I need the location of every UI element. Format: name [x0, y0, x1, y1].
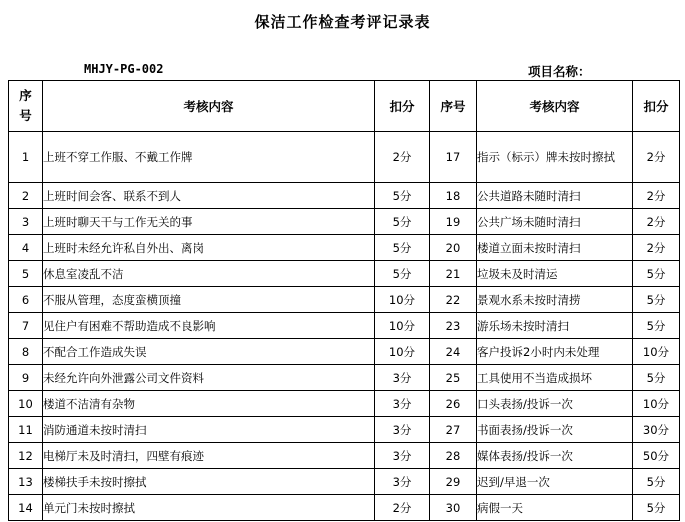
row-deduct: 2分: [375, 132, 430, 183]
row-deduct: 5分: [375, 183, 430, 209]
row-content: 不服从管理，态度蛮横顶撞: [43, 287, 375, 313]
row-seq-2: 27: [430, 417, 477, 443]
table-header-row: [9, 81, 680, 132]
row-content-2: 工具使用不当造成损坏: [477, 365, 633, 391]
row-content: 不配合工作造成失误: [43, 339, 375, 365]
row-deduct-2: 5分: [633, 469, 680, 495]
table-row: [9, 132, 680, 183]
row-seq-2: 21: [430, 261, 477, 287]
row-seq: 3: [9, 209, 43, 235]
row-content: 单元门未按时擦拭: [43, 495, 375, 521]
table-row: [9, 417, 680, 443]
row-deduct-2: 5分: [633, 261, 680, 287]
header-deduct-2: 扣分: [633, 81, 680, 132]
row-deduct: 2分: [375, 495, 430, 521]
row-content-2: 指示（标示）牌未按时擦拭: [477, 132, 633, 183]
row-seq: 2: [9, 183, 43, 209]
row-content: 上班时聊天干与工作无关的事: [43, 209, 375, 235]
row-seq: 9: [9, 365, 43, 391]
row-content: 上班时未经允许私自外出、离岗: [43, 235, 375, 261]
table-row: [9, 261, 680, 287]
row-seq: 1: [9, 132, 43, 183]
row-deduct: 3分: [375, 391, 430, 417]
row-seq-2: 17: [430, 132, 477, 183]
row-content: 上班不穿工作服、不戴工作牌: [43, 132, 375, 183]
row-deduct: 3分: [375, 417, 430, 443]
table-row: [9, 495, 680, 521]
row-content-2: 公共道路未随时清扫: [477, 183, 633, 209]
row-content-2: 楼道立面未按时清扫: [477, 235, 633, 261]
row-deduct: 3分: [375, 443, 430, 469]
row-content-2: 客户投诉2小时内未处理: [477, 339, 633, 365]
row-deduct-2: 2分: [633, 132, 680, 183]
row-seq: 4: [9, 235, 43, 261]
row-deduct-2: 5分: [633, 313, 680, 339]
page-title: 保洁工作检查考评记录表: [254, 13, 431, 31]
row-content-2: 病假一天: [477, 495, 633, 521]
row-seq: 14: [9, 495, 43, 521]
row-deduct: 10分: [375, 339, 430, 365]
row-seq: 7: [9, 313, 43, 339]
row-content: 楼道不洁清有杂物: [43, 391, 375, 417]
row-content: 电梯厅未及时清扫，四壁有痕迹: [43, 443, 375, 469]
row-seq-2: 30: [430, 495, 477, 521]
row-deduct: 5分: [375, 209, 430, 235]
row-seq-2: 24: [430, 339, 477, 365]
row-deduct: 5分: [375, 261, 430, 287]
row-seq: 8: [9, 339, 43, 365]
row-content: 上班时间会客、联系不到人: [43, 183, 375, 209]
header-content: 考核内容: [43, 81, 375, 132]
table-row: [9, 183, 680, 209]
row-seq-2: 23: [430, 313, 477, 339]
row-content-2: 媒体表扬/投诉一次: [477, 443, 633, 469]
table-row: [9, 391, 680, 417]
inspection-table: [8, 80, 680, 521]
header-content-2: 考核内容: [477, 81, 633, 132]
row-content-2: 口头表扬/投诉一次: [477, 391, 633, 417]
row-content: 楼梯扶手未按时擦拭: [43, 469, 375, 495]
row-seq: 5: [9, 261, 43, 287]
table-row: [9, 287, 680, 313]
row-deduct: 5分: [375, 235, 430, 261]
table-row: [9, 339, 680, 365]
table-row: [9, 209, 680, 235]
row-deduct-2: 5分: [633, 365, 680, 391]
table-row: [9, 443, 680, 469]
row-deduct-2: 5分: [633, 495, 680, 521]
row-deduct-2: 30分: [633, 417, 680, 443]
table-row: [9, 365, 680, 391]
row-deduct-2: 5分: [633, 287, 680, 313]
header-seq-2: 序号: [430, 81, 477, 132]
table-row: [9, 469, 680, 495]
row-seq-2: 22: [430, 287, 477, 313]
table-row: [9, 235, 680, 261]
row-content-2: 游乐场未按时清扫: [477, 313, 633, 339]
row-seq-2: 28: [430, 443, 477, 469]
row-deduct-2: 10分: [633, 339, 680, 365]
row-content-2: 垃圾未及时清运: [477, 261, 633, 287]
row-content: 休息室凌乱不洁: [43, 261, 375, 287]
header-deduct: 扣分: [375, 81, 430, 132]
header-seq: [9, 81, 43, 132]
row-content-2: 公共广场未随时清扫: [477, 209, 633, 235]
header-seq-text: 序号: [19, 88, 32, 123]
row-deduct: 3分: [375, 469, 430, 495]
row-seq: 13: [9, 469, 43, 495]
row-seq-2: 26: [430, 391, 477, 417]
row-deduct-2: 2分: [633, 183, 680, 209]
row-deduct: 3分: [375, 365, 430, 391]
row-seq: 10: [9, 391, 43, 417]
table-row: [9, 313, 680, 339]
row-content: 未经允许向外泄露公司文件资料: [43, 365, 375, 391]
row-seq: 6: [9, 287, 43, 313]
row-deduct-2: 10分: [633, 391, 680, 417]
row-seq: 12: [9, 443, 43, 469]
row-seq-2: 18: [430, 183, 477, 209]
row-seq-2: 29: [430, 469, 477, 495]
row-content-2: 景观水系未按时清捞: [477, 287, 633, 313]
project-name-label: 项目名称：: [528, 64, 591, 79]
row-deduct-2: 2分: [633, 235, 680, 261]
document-code: MHJY-PG-002: [84, 62, 164, 76]
row-seq-2: 19: [430, 209, 477, 235]
row-content: 消防通道未按时清扫: [43, 417, 375, 443]
row-content-2: 书面表扬/投诉一次: [477, 417, 633, 443]
row-seq-2: 25: [430, 365, 477, 391]
row-deduct-2: 50分: [633, 443, 680, 469]
row-deduct: 10分: [375, 313, 430, 339]
row-seq: 11: [9, 417, 43, 443]
row-deduct-2: 2分: [633, 209, 680, 235]
row-deduct: 10分: [375, 287, 430, 313]
row-content-2: 迟到/早退一次: [477, 469, 633, 495]
row-seq-2: 20: [430, 235, 477, 261]
row-content: 见住户有困难不帮助造成不良影响: [43, 313, 375, 339]
